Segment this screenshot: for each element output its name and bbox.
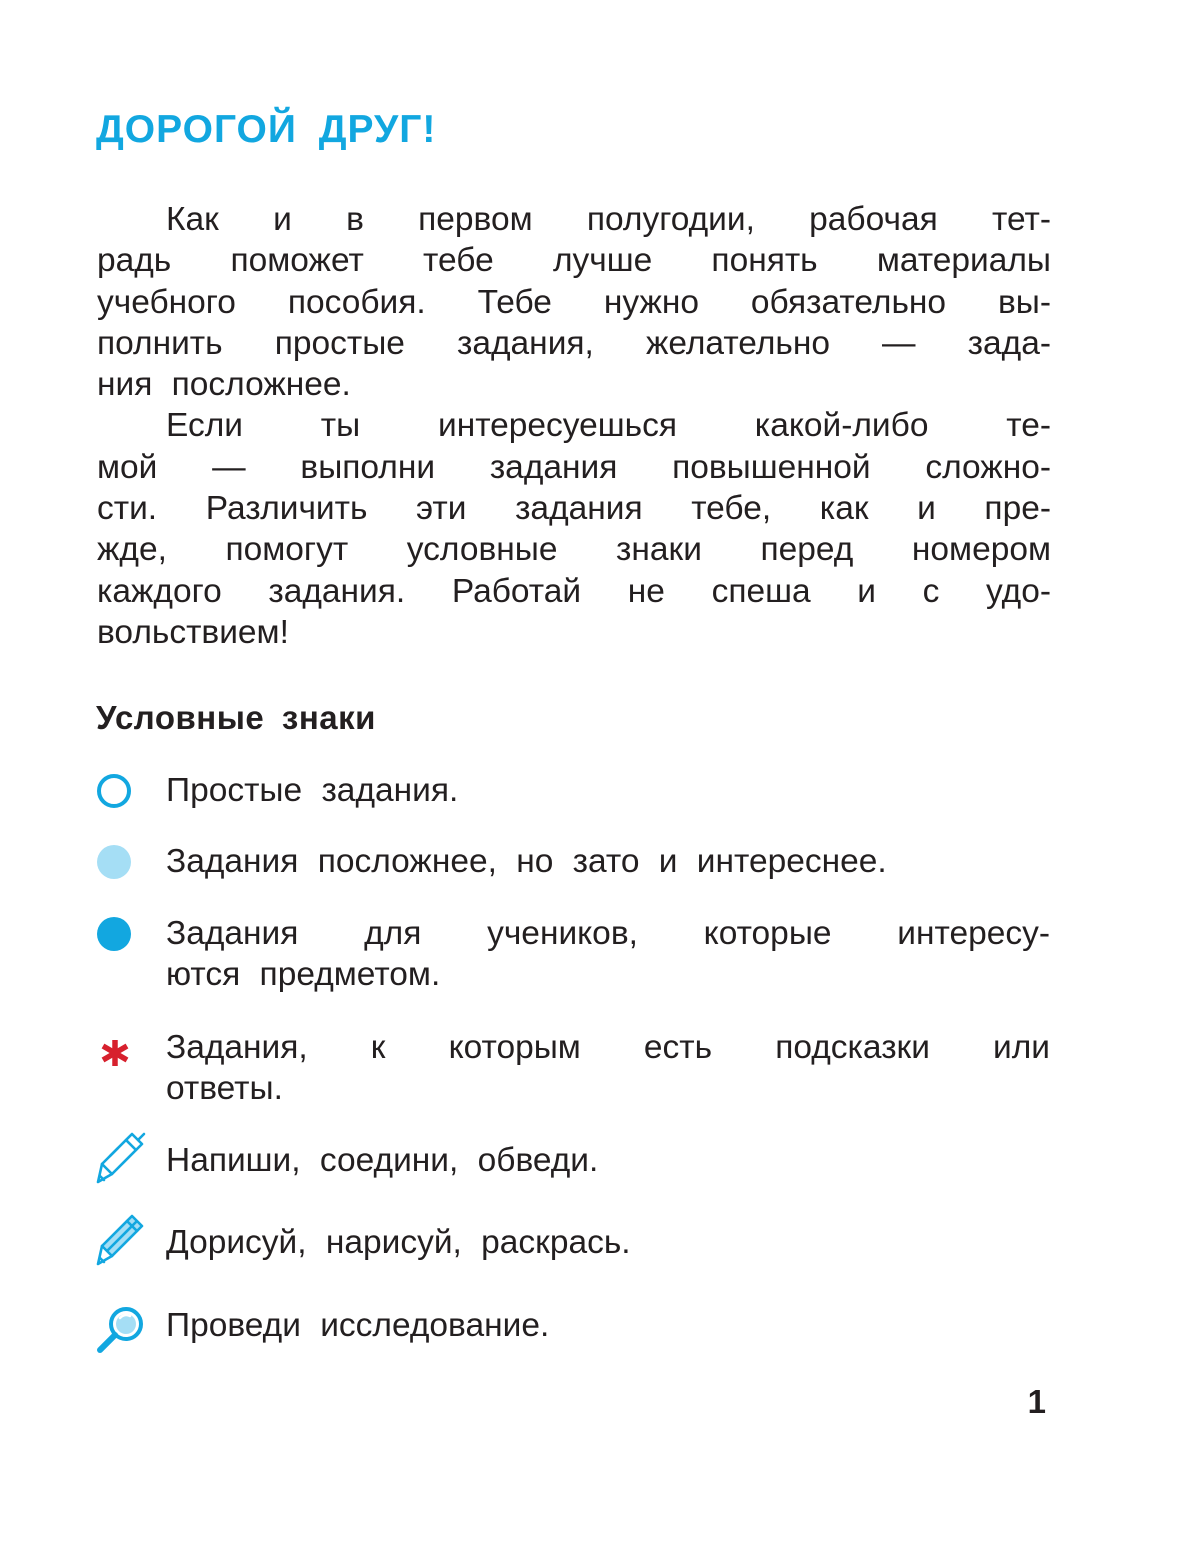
legend-text — [166, 841, 1050, 882]
intro-line: полнить простые задания, желательно — зада- — [97, 324, 1051, 362]
page-heading: ДОРОГОЙ ДРУГ! — [96, 108, 437, 151]
intro-text — [97, 199, 1051, 653]
legend-text — [166, 1027, 1050, 1109]
legend-line: Задания для учеников, которые интересу- — [166, 915, 1050, 952]
intro-line: мой — выполни задания повышенной сложно- — [97, 448, 1051, 486]
intro-line: вольствием! — [97, 613, 289, 651]
legend-text — [166, 1305, 1050, 1346]
legend-text — [166, 1140, 1050, 1181]
filled-circle-icon — [96, 908, 148, 968]
intro-line: ния посложнее. — [97, 366, 351, 404]
legend-line: Дорисуй, нарисуй, раскрась. — [166, 1224, 631, 1261]
light-filled-circle-icon — [96, 836, 148, 896]
outline-circle-icon — [96, 765, 148, 825]
magnifier-icon — [96, 1298, 148, 1358]
legend-text — [166, 1222, 1050, 1263]
legend-title: Условные знаки — [96, 699, 376, 736]
legend-line: ются предметом. — [166, 956, 441, 993]
legend-line: Задания, к которым есть подсказки или — [166, 1029, 1050, 1066]
legend-text — [166, 913, 1050, 995]
legend-line: Задания посложнее, но зато и интереснее. — [166, 843, 887, 880]
pen-icon — [96, 1128, 148, 1188]
intro-line: сти. Различить эти задания тебе, как и пре- — [97, 490, 1051, 528]
intro-line: Как и в первом полугодии, рабочая тет- — [166, 201, 1051, 238]
legend-text — [166, 770, 1050, 811]
intro-line: Если ты интересуешься какой-либо те- — [166, 407, 1051, 445]
page-number: 1 — [1027, 1383, 1046, 1420]
pencil-icon — [96, 1210, 148, 1270]
asterisk-icon — [96, 1022, 148, 1082]
intro-line: учебного пособия. Тебе нужно обязательно вы- — [97, 283, 1051, 321]
intro-line: радь поможет тебе лучше понять материалы — [97, 242, 1051, 280]
intro-line: жде, помогут условные знаки перед номером — [97, 531, 1051, 569]
legend-line: Проведи исследование. — [166, 1307, 550, 1344]
legend-line: Простые задания. — [166, 772, 459, 809]
legend-line: ответы. — [166, 1070, 283, 1107]
legend-line: Напиши, соедини, обведи. — [166, 1142, 599, 1179]
intro-line: каждого задания. Работай не спеша и с удо- — [97, 572, 1051, 610]
